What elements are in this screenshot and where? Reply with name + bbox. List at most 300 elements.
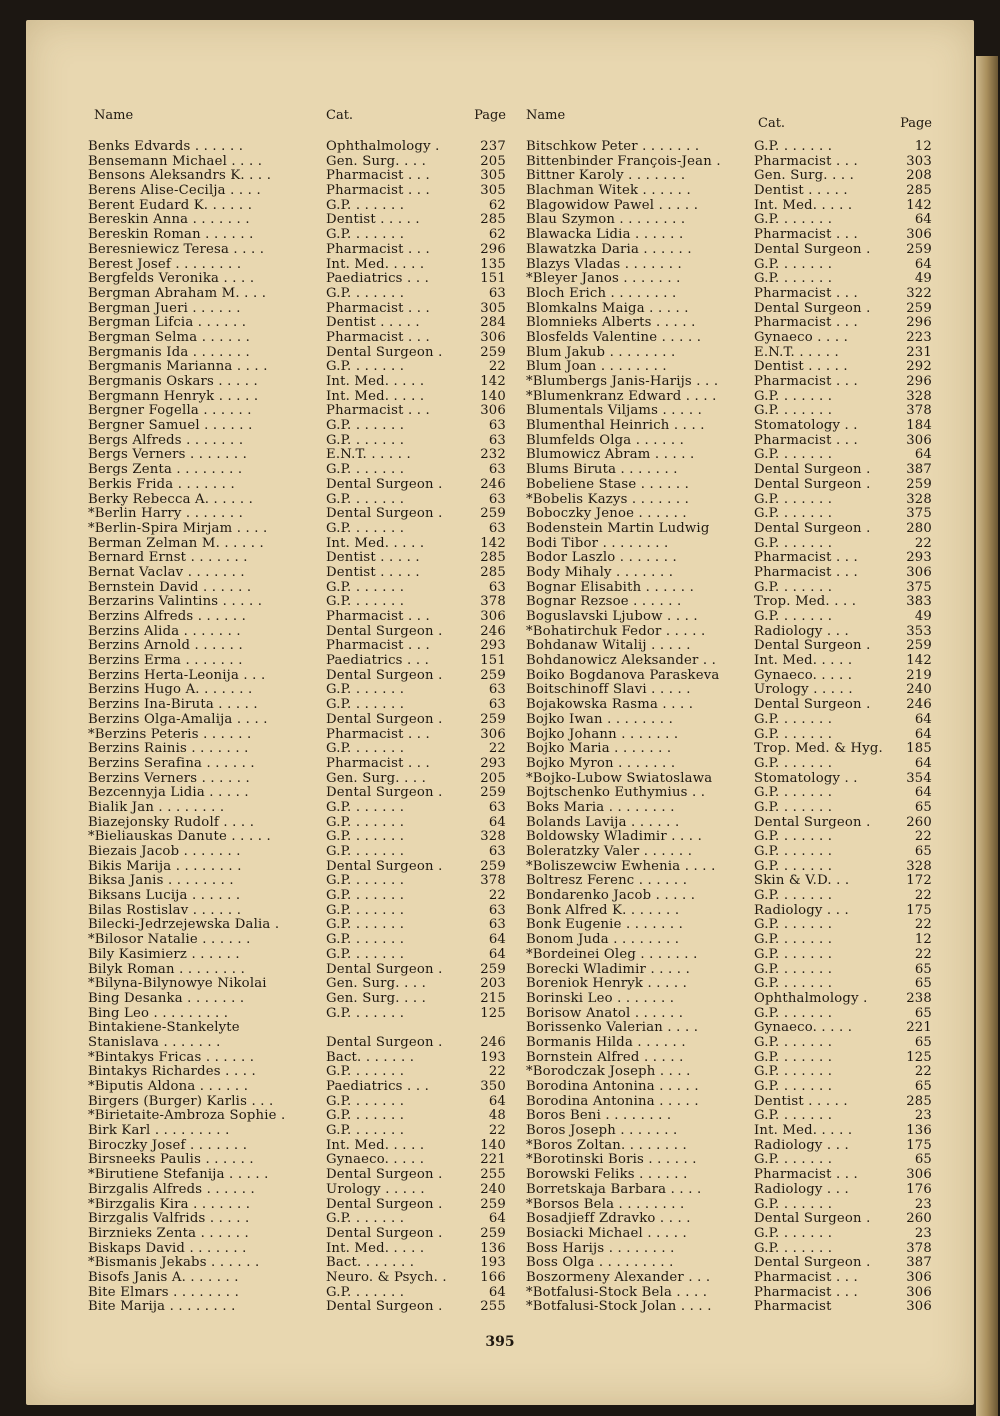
- entry-page: 65: [914, 1152, 932, 1168]
- entry-page: 22: [914, 1064, 932, 1080]
- book-page: [26, 20, 974, 1405]
- directory-entry: [88, 566, 506, 581]
- entry-name: Bojko Myron . . . . . . .: [526, 755, 676, 771]
- directory-entry: [526, 830, 932, 845]
- entry-page: 184: [906, 418, 932, 434]
- entry-page: 63: [488, 579, 506, 595]
- entry-category: Pharmacist . . .: [754, 1167, 858, 1183]
- entry-page: 350: [480, 1079, 506, 1094]
- directory-entry: [526, 1095, 932, 1110]
- entry-page: 64: [488, 946, 506, 962]
- entry-name: Borecki Wladimir . . . . .: [526, 961, 690, 977]
- entry-page: 284: [480, 315, 506, 331]
- entry-name: Bergner Samuel . . . . . .: [88, 418, 253, 434]
- entry-name: Bialik Jan . . . . . . . .: [88, 799, 225, 815]
- entry-category: Bact. . . . . . .: [326, 1049, 415, 1065]
- entry-page: 293: [480, 638, 506, 654]
- entry-category: G.P. . . . . . .: [754, 506, 833, 522]
- entry-category: E.N.T. . . . . .: [326, 447, 411, 463]
- entry-category: G.P. . . . . . .: [754, 711, 833, 727]
- entry-page: 65: [914, 799, 932, 815]
- entry-category: Dental Surgeon .: [326, 344, 443, 360]
- entry-page: 64: [914, 726, 932, 742]
- entry-name: Benks Edvards . . . . . .: [88, 139, 244, 154]
- entry-page: 63: [488, 462, 506, 478]
- entry-name: *Birzgalis Kira . . . . . . .: [88, 1196, 251, 1212]
- entry-page: 292: [906, 359, 932, 375]
- entry-name: Bodenstein Martin Ludwig: [526, 520, 710, 536]
- entry-name: Bernat Vaclav . . . . . . .: [88, 564, 245, 580]
- entry-category: Dental Surgeon .: [326, 1299, 443, 1315]
- entry-name: Bonom Juda . . . . . . . .: [526, 932, 680, 948]
- entry-name: Boros Beni . . . . . . . .: [526, 1108, 672, 1124]
- directory-entry: [526, 169, 932, 184]
- entry-name: Bereskin Roman . . . . . .: [88, 227, 254, 243]
- entry-name: Boss Olga . . . . . . . . .: [526, 1255, 674, 1271]
- entry-page: 306: [480, 329, 506, 345]
- directory-entry: [88, 434, 506, 449]
- entry-name: Biksans Lucija . . . . . .: [88, 888, 241, 904]
- entry-page: 62: [488, 227, 506, 243]
- entry-name: *Botfalusi-Stock Jolan . . . .: [526, 1299, 712, 1315]
- entry-name: Berens Alise-Cecilja . . . .: [88, 183, 261, 199]
- entry-category: G.P. . . . . . .: [326, 1093, 405, 1109]
- entry-page: 259: [906, 300, 932, 316]
- entry-name: Bernstein David . . . . . .: [88, 579, 252, 595]
- entry-category: Pharmacist . . .: [326, 168, 430, 184]
- entry-name: Bloch Erich . . . . . . . .: [526, 285, 677, 301]
- entry-page: 64: [914, 447, 932, 463]
- entry-page: 22: [914, 888, 932, 904]
- entry-page: 259: [480, 667, 506, 683]
- entry-category: G.P. . . . . . .: [326, 579, 405, 595]
- directory-entry: [88, 302, 506, 317]
- entry-name: Blumentals Viljams . . . . .: [526, 403, 703, 419]
- entry-name: *Bieliauskas Danute . . . . .: [88, 829, 271, 845]
- directory-entry: [526, 933, 932, 948]
- name-header: Name: [94, 108, 134, 123]
- entry-name: Berzins Erma . . . . . . .: [88, 653, 243, 669]
- entry-name: Boks Maria . . . . . . . .: [526, 799, 675, 815]
- directory-entry: [88, 830, 506, 845]
- entry-category: Int. Med. . . . .: [326, 535, 425, 551]
- entry-category: Int. Med. . . . .: [326, 1240, 425, 1256]
- directory-entry: [526, 904, 932, 919]
- entry-category: Pharmacist . . .: [754, 550, 858, 566]
- entry-name: Blawatzka Daria . . . . . .: [526, 241, 692, 257]
- entry-category: G.P. . . . . . .: [754, 535, 833, 551]
- entry-name: Bosiacki Michael . . . . .: [526, 1225, 687, 1241]
- entry-category: Gen. Surg. . . .: [326, 976, 427, 992]
- entry-name: *Boliszewciw Ewhenia . . . .: [526, 858, 716, 874]
- entry-category: Skin & V.D. . .: [754, 873, 850, 889]
- entry-category: G.P. . . . . . .: [754, 1079, 833, 1094]
- directory-entry: [88, 654, 506, 669]
- entry-name: Berzins Ina-Biruta . . . . .: [88, 697, 258, 713]
- entry-page: 306: [906, 227, 932, 243]
- entry-page: 305: [480, 183, 506, 199]
- entry-category: G.P. . . . . . .: [326, 1064, 405, 1080]
- entry-name: Bojtschenko Euthymius . .: [526, 785, 706, 801]
- entry-category: G.P. . . . . . .: [754, 976, 833, 992]
- entry-page: 193: [480, 1049, 506, 1065]
- entry-name: Borinski Leo . . . . . . .: [526, 990, 675, 1006]
- entry-page: 219: [906, 667, 932, 683]
- directory-entry: [526, 287, 932, 302]
- entry-page: 296: [906, 374, 932, 389]
- entry-name: Blumenthal Heinrich . . . .: [526, 418, 705, 434]
- entry-page: 306: [906, 432, 932, 448]
- directory-entry: [88, 1051, 506, 1066]
- directory-entry: [88, 169, 506, 184]
- directory-entry: [526, 419, 932, 434]
- directory-entry: [526, 963, 932, 978]
- entry-name: Bohdanaw Witalij . . . . .: [526, 638, 691, 654]
- entry-page: 23: [914, 1108, 932, 1124]
- entry-category: G.P. . . . . . .: [754, 256, 833, 272]
- entry-category: G.P. . . . . . .: [754, 1152, 833, 1168]
- entry-page: 259: [480, 785, 506, 801]
- entry-category: Paediatrics . . .: [326, 653, 429, 669]
- entry-name: Blumowicz Abram . . . . .: [526, 447, 695, 463]
- entry-page: 63: [488, 799, 506, 815]
- entry-name: Bite Marija . . . . . . . .: [88, 1299, 236, 1315]
- directory-entry: [88, 904, 506, 919]
- entry-name: *Bordeinei Oleg . . . . . . .: [526, 946, 698, 962]
- entry-name: *Blumbergs Janis-Harijs . . .: [526, 374, 719, 389]
- entry-category: G.P. . . . . . .: [754, 829, 833, 845]
- entry-page: 48: [488, 1108, 506, 1124]
- directory-entry: [88, 478, 506, 493]
- entry-name: Bosadjieff Zdravko . . . .: [526, 1211, 691, 1227]
- entry-category: Dental Surgeon .: [326, 961, 443, 977]
- entry-category: Ophthalmology .: [326, 139, 440, 154]
- directory-entry: [526, 610, 932, 625]
- directory-entry: [526, 316, 932, 331]
- entry-page: 64: [914, 785, 932, 801]
- directory-entry: [526, 272, 932, 287]
- directory-entry: [526, 639, 932, 654]
- entry-name: Bergs Verners . . . . . . .: [88, 447, 248, 463]
- entry-category: Pharmacist . . .: [754, 227, 858, 243]
- directory-entry: [88, 889, 506, 904]
- directory-entry: [526, 199, 932, 214]
- directory-entry: [88, 1007, 506, 1022]
- entry-name: Blum Joan . . . . . . . .: [526, 359, 667, 375]
- entry-name: Biezais Jacob . . . . . . .: [88, 844, 241, 859]
- directory-entry: [526, 786, 932, 801]
- directory-entry: [526, 155, 932, 170]
- entry-name: Bezcennyja Lidia . . . . .: [88, 785, 249, 801]
- directory-entry: [88, 963, 506, 978]
- directory-entry: [88, 713, 506, 728]
- entry-category: Int. Med. . . . .: [326, 374, 425, 389]
- entry-category: Int. Med. . . . .: [754, 1123, 853, 1139]
- entry-category: Dental Surgeon .: [754, 638, 871, 654]
- entry-name: Bergman Lifcia . . . . . .: [88, 315, 247, 331]
- directory-entry: [526, 331, 932, 346]
- entry-name: Biksa Janis . . . . . . . .: [88, 873, 234, 889]
- entry-page: 23: [914, 1196, 932, 1212]
- directory-entry: [526, 1007, 932, 1022]
- directory-entry: [88, 742, 506, 757]
- directory-entry: [88, 1198, 506, 1213]
- entry-page: 322: [906, 285, 932, 301]
- entry-name: Berman Zelman M. . . . . .: [88, 535, 264, 551]
- entry-page: 259: [906, 241, 932, 257]
- entry-category: G.P. . . . . . .: [326, 888, 405, 904]
- entry-category: Pharmacist . . .: [326, 609, 430, 624]
- entry-page: 65: [914, 976, 932, 992]
- entry-category: Paediatrics . . .: [326, 1079, 429, 1094]
- entry-category: Urology . . . . .: [754, 682, 853, 698]
- entry-page: 296: [480, 241, 506, 257]
- entry-category: Dentist . . . . .: [754, 183, 848, 199]
- directory-entry: [526, 654, 932, 669]
- entry-page: 136: [480, 1240, 506, 1256]
- directory-entry: [526, 1168, 932, 1183]
- directory-entry: [526, 1109, 932, 1124]
- entry-page: 176: [906, 1181, 932, 1197]
- directory-entry: [526, 801, 932, 816]
- entry-category: G.P. . . . . . .: [754, 932, 833, 948]
- directory-entry: [526, 1242, 932, 1257]
- entry-page: 22: [488, 359, 506, 375]
- entry-page: 12: [914, 932, 932, 948]
- entry-category: Pharmacist . . .: [326, 755, 430, 771]
- entry-page: 125: [906, 1049, 932, 1065]
- entry-page: 205: [480, 153, 506, 169]
- entry-category: G.P. . . . . . .: [754, 726, 833, 742]
- directory-entry: [88, 507, 506, 522]
- entry-page: 285: [480, 564, 506, 580]
- entry-page: 296: [906, 315, 932, 331]
- entry-page: 293: [906, 550, 932, 566]
- entry-category: Dental Surgeon .: [754, 462, 871, 478]
- directory-entry: [88, 272, 506, 287]
- entry-page: 285: [480, 550, 506, 566]
- name-header: Name: [526, 108, 566, 123]
- directory-entry: [88, 683, 506, 698]
- entry-page: 305: [480, 168, 506, 184]
- entry-page: 64: [914, 212, 932, 228]
- entry-name: Berky Rebecca A. . . . . .: [88, 491, 254, 507]
- directory-entry: [526, 375, 932, 390]
- entry-name: Bittenbinder François-Jean .: [526, 153, 721, 169]
- entry-category: G.P. . . . . . .: [754, 1005, 833, 1021]
- directory-entry: [526, 889, 932, 904]
- directory-entry: [526, 772, 932, 787]
- directory-entry: [88, 801, 506, 816]
- entry-page: 175: [906, 1137, 932, 1153]
- entry-name: Berzarins Valintins . . . . .: [88, 594, 263, 610]
- entry-category: G.P. . . . . . .: [754, 491, 833, 507]
- entry-name: Biskaps David . . . . . . .: [88, 1240, 247, 1256]
- directory-entry: [526, 874, 932, 889]
- entry-name: *Bleyer Janos . . . . . . .: [526, 271, 681, 287]
- entry-category: Pharmacist . . .: [326, 638, 430, 654]
- entry-page: 64: [488, 932, 506, 948]
- entry-category: G.P. . . . . . .: [326, 418, 405, 434]
- cat-header: Cat.: [758, 116, 786, 131]
- entry-page: 64: [488, 1093, 506, 1109]
- directory-entry: [526, 683, 932, 698]
- directory-entry: [526, 918, 932, 933]
- entry-category: G.P. . . . . . .: [754, 755, 833, 771]
- entry-category: Pharmacist . . .: [326, 300, 430, 316]
- entry-name: Bilas Rostislav . . . . . .: [88, 902, 242, 918]
- directory-entry: [88, 581, 506, 596]
- directory-entry: [88, 243, 506, 258]
- entry-category: Gen. Surg. . . .: [754, 168, 855, 184]
- entry-category: G.P. . . . . . .: [326, 917, 405, 933]
- entry-category: Dental Surgeon .: [326, 476, 443, 492]
- entry-page: 280: [906, 520, 932, 536]
- entry-name: Bognar Elisabith . . . . . .: [526, 579, 694, 595]
- directory-entry: [88, 757, 506, 772]
- entry-category: Gynaeco. . . . .: [754, 1020, 853, 1036]
- page-number: 395: [485, 1334, 515, 1350]
- left-entry-list: [88, 140, 506, 1315]
- entry-name: Blomkalns Maiga . . . . .: [526, 300, 689, 316]
- entry-page: 22: [488, 1064, 506, 1080]
- directory-entry: [526, 1286, 932, 1301]
- entry-category: Radiology . . .: [754, 1137, 849, 1153]
- entry-page: 259: [906, 476, 932, 492]
- entry-name: Bonk Eugenie . . . . . . .: [526, 917, 684, 933]
- entry-page: 285: [906, 183, 932, 199]
- directory-entry: [526, 1153, 932, 1168]
- entry-category: G.P. . . . . . .: [754, 447, 833, 463]
- directory-entry: [88, 404, 506, 419]
- entry-page: 306: [906, 1269, 932, 1285]
- entry-page: 62: [488, 197, 506, 213]
- entry-name: Bondarenko Jacob . . . . .: [526, 888, 696, 904]
- entry-name: Blum Jakub . . . . . . . .: [526, 344, 676, 360]
- entry-page: 375: [906, 579, 932, 595]
- entry-name: Bensemann Michael . . . .: [88, 153, 263, 169]
- entry-page: 142: [906, 653, 932, 669]
- entry-category: Dental Surgeon .: [326, 1034, 443, 1050]
- entry-category: G.P. . . . . . .: [326, 902, 405, 918]
- entry-name: Berzins Serafina . . . . . .: [88, 755, 255, 771]
- entry-name: Bergman Selma . . . . . .: [88, 329, 251, 345]
- entry-name: Blomnieks Alberts . . . . .: [526, 315, 696, 331]
- entry-name: Berzins Rainis . . . . . . .: [88, 741, 249, 757]
- entry-name: Blumfelds Olga . . . . . .: [526, 432, 685, 448]
- entry-category: Pharmacist . . .: [754, 315, 858, 331]
- entry-category: Pharmacist . . .: [326, 183, 430, 199]
- entry-category: Gen. Surg. . . .: [326, 153, 427, 169]
- entry-category: Pharmacist . . .: [326, 329, 430, 345]
- directory-entry: [526, 537, 932, 552]
- entry-page: 306: [906, 1167, 932, 1183]
- directory-entry: [88, 1080, 506, 1095]
- entry-category: Pharmacist . . .: [754, 564, 858, 580]
- entry-name: Bergmanis Ida . . . . . . .: [88, 344, 250, 360]
- entry-name: Boiko Bogdanova Paraskeva: [526, 667, 720, 683]
- directory-entry: [88, 390, 506, 405]
- entry-page: 259: [480, 711, 506, 727]
- entry-page: 49: [914, 609, 932, 624]
- entry-name: Bobeliene Stase . . . . . .: [526, 476, 690, 492]
- entry-name: Bilecki-Jedrzejewska Dalia .: [88, 917, 280, 933]
- entry-name: *Bohatirchuk Fedor . . . . .: [526, 623, 706, 639]
- entry-name: Birzgalis Alfreds . . . . . .: [88, 1181, 255, 1197]
- entry-category: G.P. . . . . . .: [754, 1064, 833, 1080]
- entry-page: 221: [480, 1152, 506, 1168]
- entry-category: G.P. . . . . . .: [326, 741, 405, 757]
- entry-page: 221: [906, 1020, 932, 1036]
- entry-page: 22: [914, 829, 932, 845]
- entry-page: 65: [914, 1005, 932, 1021]
- directory-entry: [526, 243, 932, 258]
- entry-name: Borissenko Valerian . . . .: [526, 1020, 699, 1036]
- entry-category: G.P. . . . . . .: [326, 697, 405, 713]
- entry-category: Dental Surgeon .: [754, 476, 871, 492]
- entry-name: *Borodczak Joseph . . . .: [526, 1064, 691, 1080]
- directory-entry: [526, 1051, 932, 1066]
- entry-name: Body Mihaly . . . . . . .: [526, 564, 674, 580]
- directory-entry: [88, 287, 506, 302]
- entry-category: Ophthalmology .: [754, 990, 868, 1006]
- entry-category: G.P. . . . . . .: [754, 946, 833, 962]
- entry-name: *Blumenkranz Edward . . . .: [526, 388, 717, 404]
- entry-page: 293: [480, 755, 506, 771]
- directory-entry: [526, 1065, 932, 1080]
- entry-name: *Birutiene Stefanija . . . . .: [88, 1167, 269, 1183]
- entry-name: Bittner Karoly . . . . . . .: [526, 168, 686, 184]
- entry-name: Berzins Olga-Amalija . . . .: [88, 711, 268, 727]
- entry-name: Bojko Iwan . . . . . . . .: [526, 711, 673, 727]
- entry-page: 65: [914, 844, 932, 859]
- directory-entry: [88, 977, 506, 992]
- entry-category: Stomatology . .: [754, 418, 858, 434]
- directory-entry: [88, 140, 506, 155]
- entry-category: Gynaeco . . . .: [754, 329, 849, 345]
- entry-category: G.P. . . . . . .: [326, 227, 405, 243]
- entry-page: 63: [488, 432, 506, 448]
- entry-name: Boszormeny Alexander . . .: [526, 1269, 711, 1285]
- directory-entry: [88, 551, 506, 566]
- entry-category: G.P. . . . . . .: [326, 359, 405, 375]
- entry-page: 378: [906, 1240, 932, 1256]
- directory-entry: [526, 463, 932, 478]
- directory-entry: [88, 610, 506, 625]
- directory-entry: [526, 757, 932, 772]
- directory-entry: [526, 1198, 932, 1213]
- directory-entry: [526, 140, 932, 155]
- page-header: Page: [474, 108, 506, 123]
- entry-category: G.P. . . . . . .: [326, 285, 405, 301]
- right-entry-list: [526, 140, 932, 1315]
- entry-name: Blazys Vladas . . . . . . .: [526, 256, 682, 272]
- entry-page: 136: [906, 1123, 932, 1139]
- entry-name: Boldowsky Wladimir . . . .: [526, 829, 702, 845]
- entry-page: 375: [906, 506, 932, 522]
- entry-category: G.P. . . . . . .: [754, 1196, 833, 1212]
- directory-entry: [88, 493, 506, 508]
- directory-entry: [88, 1212, 506, 1227]
- entry-page: 22: [914, 946, 932, 962]
- directory-entry: [88, 155, 506, 170]
- entry-name: Bergner Fogella . . . . . .: [88, 403, 252, 419]
- entry-page: 306: [480, 726, 506, 742]
- entry-page: 22: [914, 535, 932, 551]
- entry-category: Bact. . . . . . .: [326, 1255, 415, 1271]
- directory-entry: [526, 346, 932, 361]
- entry-name: Biroczky Josef . . . . . . .: [88, 1137, 248, 1153]
